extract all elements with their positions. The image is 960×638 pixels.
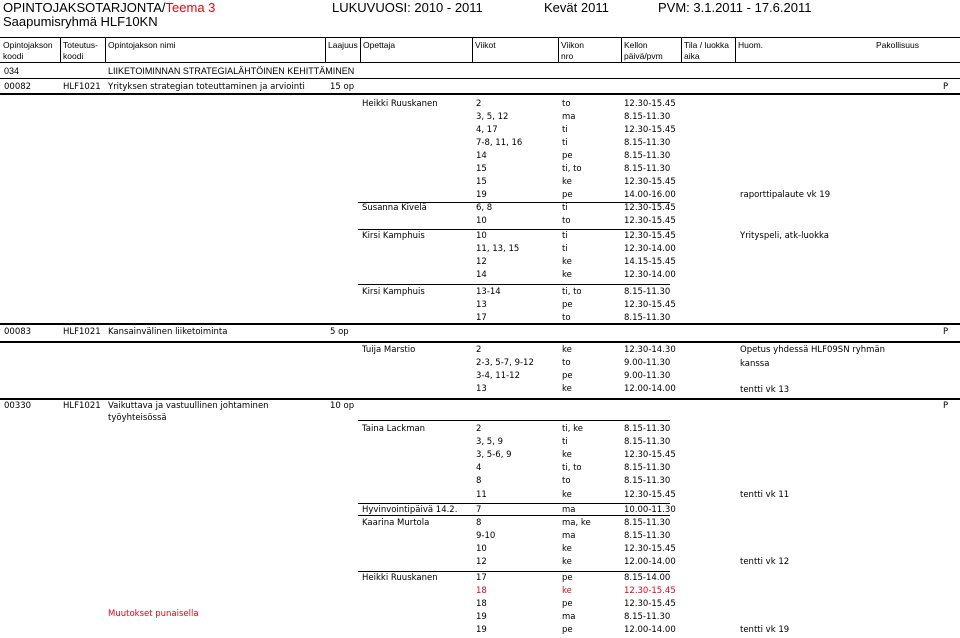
weekday: ti, to	[562, 463, 582, 473]
teacher-group-rule	[358, 202, 670, 203]
weeks: 4, 17	[476, 125, 498, 135]
course-code: 00082	[4, 82, 32, 92]
weekday: ke	[562, 345, 572, 355]
column-header-8: Tila / luokka	[684, 40, 730, 50]
weekday: ke	[562, 450, 572, 460]
teacher-name: Heikki Ruuskanen	[362, 99, 438, 109]
column-subheader-7: päivä/pvm	[624, 51, 663, 61]
column-header-5: Viikot	[475, 40, 496, 50]
column-header-6: Viikon	[561, 40, 584, 50]
weekday: ti	[562, 138, 568, 148]
weeks: 6, 8	[476, 203, 493, 213]
note: tentti vk 11	[740, 490, 790, 500]
time-range: 12.30-15.45	[624, 99, 676, 109]
time-range: 8.15-11.30	[624, 476, 671, 486]
time-range: 12.00-14.00	[624, 625, 676, 635]
time-range: 12.00-14.00	[624, 557, 676, 567]
column-divider	[105, 38, 106, 62]
time-range: 12.30-14.00	[624, 244, 676, 254]
weekday: ma	[562, 612, 576, 622]
note: raporttipalaute vk 19	[740, 190, 831, 200]
weeks: 8	[476, 476, 482, 486]
column-subheader-6: nro	[561, 51, 574, 61]
course-name: Kansainvälinen liiketoiminta	[108, 327, 228, 337]
section-code: 034	[4, 66, 20, 76]
weekday: ke	[562, 270, 572, 280]
teacher-name: Kirsi Kamphuis	[362, 287, 425, 297]
time-range: 12.30-15.45	[624, 300, 676, 310]
column-divider	[472, 38, 473, 62]
time-range: 8.15-11.30	[624, 437, 671, 447]
weekday: ti, to	[562, 287, 582, 297]
weekday: ti	[562, 437, 568, 447]
weekday: pe	[562, 371, 573, 381]
time-range: 8.15-11.30	[624, 164, 671, 174]
teacher-group-rule	[358, 503, 670, 504]
course-code: 00083	[4, 327, 32, 337]
date-range: PVM: 3.1.2011 - 17.6.2011	[658, 0, 812, 15]
weeks: 10	[476, 544, 487, 554]
weekday: ma	[562, 112, 576, 122]
weeks: 11	[476, 490, 487, 500]
column-header-4: Opettaja	[363, 40, 396, 50]
column-divider	[681, 38, 682, 62]
weeks: 13	[476, 300, 487, 310]
note: tentti vk 12	[740, 557, 790, 567]
time-range: 14.00-16.00	[624, 190, 676, 200]
weekday: ti	[562, 231, 568, 241]
weeks: 7	[476, 505, 482, 515]
weeks: 13-14	[476, 287, 501, 297]
weeks: 3, 5-6, 9	[476, 450, 512, 460]
weekday: pe	[562, 625, 573, 635]
time-range: 8.15-11.30	[624, 463, 671, 473]
weeks: 10	[476, 216, 487, 226]
weeks: 14	[476, 270, 487, 280]
weeks: 17	[476, 313, 487, 323]
header-top-rule	[0, 37, 960, 38]
column-header-9: Huom.	[738, 40, 764, 50]
time-range: 8.15-11.30	[624, 112, 671, 122]
column-divider	[735, 38, 736, 62]
teacher-name: Taina Lackman	[362, 424, 426, 434]
weekday: ti	[562, 125, 568, 135]
weeks: 18	[476, 599, 487, 609]
group-name: Saapumisryhmä HLF10KN	[3, 14, 158, 29]
time-range: 12.30-14.00	[624, 270, 676, 280]
weekday: pe	[562, 151, 573, 161]
course-rule-2	[0, 94, 960, 95]
weeks: 3, 5, 12	[476, 112, 509, 122]
weekday: to	[562, 476, 571, 486]
column-subheader-8: aika	[684, 51, 700, 61]
weekday: ke	[562, 586, 572, 596]
teacher-name: Kaarina Murtola	[362, 518, 430, 528]
column-header-7: Kellon	[624, 40, 648, 50]
weekday: pe	[562, 599, 573, 609]
weekday: to	[562, 216, 571, 226]
school-year: LUKUVUOSI: 2010 - 2011	[332, 0, 483, 15]
weeks: 12	[476, 257, 487, 267]
weeks: 2	[476, 424, 482, 434]
column-subheader-0: koodi	[3, 51, 24, 61]
weekday: pe	[562, 190, 573, 200]
time-range: 12.30-15.45	[624, 490, 676, 500]
column-divider	[360, 38, 361, 62]
weekday: ke	[562, 177, 572, 187]
note: Yrityspeli, atk-luokka	[740, 231, 829, 241]
weekday: ke	[562, 384, 572, 394]
weeks: 9-10	[476, 531, 496, 541]
weeks: 15	[476, 164, 487, 174]
course-impl-code: HLF1021	[63, 327, 101, 337]
time-range: 8.15-11.30	[624, 313, 671, 323]
weekday: pe	[562, 300, 573, 310]
title-theme: Teema 3	[165, 0, 216, 15]
course-name: Yrityksen strategian toteuttaminen ja arviointi	[108, 82, 305, 92]
time-range: 12.30-15.45	[624, 216, 676, 226]
weekday: to	[562, 313, 571, 323]
teacher-name: Tuija Marstio	[362, 345, 416, 355]
weeks: 2	[476, 345, 482, 355]
note: Opetus yhdessä HLF09SN ryhmän	[740, 345, 886, 355]
column-divider	[558, 38, 559, 62]
title-left: OPINTOJAKSOTARJONTA/	[3, 0, 166, 15]
weeks: 10	[476, 231, 487, 241]
time-range: 8.15-14.00	[624, 573, 671, 583]
weeks: 4	[476, 463, 482, 473]
course-requirement: P	[943, 327, 949, 337]
time-range: 12.30-15.45	[624, 544, 676, 554]
weekday: ti	[562, 203, 568, 213]
teacher-group-rule	[358, 229, 670, 230]
teacher-name: Kirsi Kamphuis	[362, 231, 425, 241]
teacher-group-rule	[358, 571, 670, 572]
column-divider	[325, 38, 326, 62]
changes-note: Muutokset punaisella	[108, 609, 199, 619]
weeks: 2	[476, 99, 482, 109]
time-range: 8.15-11.30	[624, 138, 671, 148]
weeks: 19	[476, 190, 487, 200]
note: tentti vk 19	[740, 625, 790, 635]
time-range: 9.00-11.30	[624, 358, 671, 368]
weekday: ti	[562, 244, 568, 254]
weeks: 15	[476, 177, 487, 187]
section-rule	[0, 399, 960, 400]
time-range: 14.15-15.45	[624, 257, 676, 267]
weeks: 13	[476, 384, 487, 394]
time-range: 12.30-15.45	[624, 599, 676, 609]
weeks: 7-8, 11, 16	[476, 138, 523, 148]
time-range: 12.30-15.45	[624, 203, 676, 213]
column-header-0: Opintojakson	[3, 40, 53, 50]
weekday: ke	[562, 557, 572, 567]
weekday: ke	[562, 257, 572, 267]
weeks: 19	[476, 625, 487, 635]
column-divider	[60, 38, 61, 62]
time-range: 12.30-15.45	[624, 231, 676, 241]
time-range: 12.30-15.45	[624, 177, 676, 187]
course-name-cont: työyhteisössä	[108, 413, 167, 423]
teacher-group-rule	[358, 420, 670, 421]
course-scope: 15 op	[330, 82, 355, 92]
weekday: ma	[562, 531, 576, 541]
note: tentti vk 13	[740, 385, 790, 395]
course-name: Vaikuttava ja vastuullinen johtaminen	[108, 401, 269, 411]
section-name: LIIKETOIMINNAN STRATEGIALÄHTÖINEN KEHITTÄMINEN	[108, 66, 355, 76]
header-mid-rule	[0, 62, 960, 63]
weekday: pe	[562, 573, 573, 583]
weeks: 8	[476, 518, 482, 528]
time-range: 12.30-15.45	[624, 125, 676, 135]
weekday: to	[562, 99, 571, 109]
column-subheader-1: koodi	[63, 51, 84, 61]
teacher-name: Susanna Kivelä	[362, 203, 427, 213]
weekday: ti, ke	[562, 424, 583, 434]
time-range: 12.30-14.30	[624, 345, 676, 355]
weekday: ma, ke	[562, 518, 591, 528]
weeks: 12	[476, 557, 487, 567]
course-impl-code: HLF1021	[63, 82, 101, 92]
time-range: 8.15-11.30	[624, 612, 671, 622]
time-range: 9.00-11.30	[624, 371, 671, 381]
header-bottom-rule	[0, 78, 960, 79]
weeks: 18	[476, 586, 487, 596]
course-code: 00330	[4, 401, 32, 411]
term: Kevät 2011	[544, 0, 609, 15]
time-range: 8.15-11.30	[624, 287, 671, 297]
weeks: 2-3, 5-7, 9-12	[476, 358, 534, 368]
column-divider	[621, 38, 622, 62]
time-range: 10.00-11.30	[624, 505, 676, 515]
time-range: 8.15-11.30	[624, 518, 671, 528]
course-scope: 5 op	[330, 327, 349, 337]
weekday: ke	[562, 544, 572, 554]
course-impl-code: HLF1021	[63, 401, 101, 411]
note: kanssa	[740, 359, 770, 369]
weeks: 3-4, 11-12	[476, 371, 520, 381]
time-range: 8.15-11.30	[624, 151, 671, 161]
course-requirement: P	[943, 401, 949, 411]
weeks: 19	[476, 612, 487, 622]
weekday: ti, to	[562, 164, 582, 174]
weeks: 11, 13, 15	[476, 244, 520, 254]
weeks: 3, 5, 9	[476, 437, 504, 447]
time-range: 8.15-11.30	[624, 424, 671, 434]
section-rule	[0, 324, 960, 325]
column-header-10: Pakollisuus	[876, 40, 919, 50]
time-range: 12.30-15.45	[624, 450, 676, 460]
section-rule	[0, 342, 960, 343]
time-range: 12.30-15.45	[624, 586, 676, 596]
teacher-group-rule	[358, 284, 670, 285]
weekday: ke	[562, 490, 572, 500]
weeks: 17	[476, 573, 487, 583]
weekday: ma	[562, 505, 576, 515]
teacher-name: Heikki Ruuskanen	[362, 573, 438, 583]
column-header-2: Opintojakson nimi	[108, 40, 176, 50]
teacher-group-rule	[358, 515, 670, 516]
weekday: to	[562, 358, 571, 368]
page-title	[3, 0, 215, 15]
column-header-1: Toteutus-	[63, 40, 98, 50]
weeks: 14	[476, 151, 487, 161]
time-range: 12.00-14.00	[624, 384, 676, 394]
course-scope: 10 op	[330, 401, 355, 411]
column-header-3: Laajuus	[328, 40, 358, 50]
teacher-name: Hyvinvointipäivä 14.2.	[362, 505, 458, 515]
course-requirement: P	[943, 82, 949, 92]
time-range: 8.15-11.30	[624, 531, 671, 541]
